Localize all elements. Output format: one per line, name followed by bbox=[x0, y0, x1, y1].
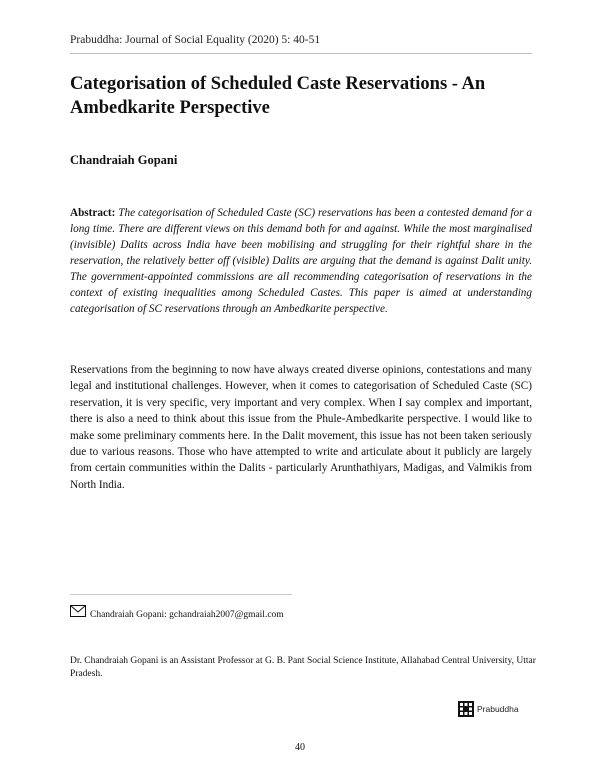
envelope-icon bbox=[70, 604, 86, 622]
footnote-contact: Chandraiah Gopani: gchandraiah2007@gmail.com bbox=[90, 610, 284, 620]
article-title: Categorisation of Scheduled Caste Reservations - An Ambedkarite Perspective bbox=[70, 74, 486, 118]
prabuddha-logo-icon bbox=[458, 701, 474, 722]
abstract-text: The categorisation of Scheduled Caste (SC) reservations has been a contested demand for a long time. There are different views on this demand both for and against. While the most marginalised (invisible) Dalits across India have been mobilising and struggling for their rightful share in the reservation, the relatively better off (visible) Dalits are arguing that the demand is against Dalit unity. The government-appointed commissions are all recommending categorisation of reservations in the context of existing inequalities among Scheduled Castes. This paper is aimed at understanding categorisation of SC reservations through an Ambedkarite perspective. bbox=[70, 207, 533, 315]
abstract bbox=[70, 205, 532, 317]
body-paragraph: Reservations from the beginning to now have always created diverse opinions, contestations and many legal and institutional challenges. However, when it comes to categorisation of Scheduled Caste (SC) reservation, it is very specific, very important and very complex. When I say complex and important, there is also a need to think about this issue from the Phule-Ambedkarite perspective. I would like to make some preliminary comments here. In the Dalit movement, this issue has not been taken seriously due to various reasons. Those who have attempted to write and articulate about it publicly are largely from certain communities within the Dalits - particularly Arunthathiyars, Madigas, and Valmikis from North India. bbox=[70, 364, 532, 491]
header-divider bbox=[70, 53, 532, 54]
abstract-label: Abstract: bbox=[70, 207, 116, 219]
author-name: Chandraiah Gopani bbox=[70, 153, 178, 167]
logo-text: Prabuddha bbox=[477, 704, 519, 714]
footnote-divider bbox=[70, 594, 292, 595]
journal-header: Prabuddha: Journal of Social Equality (2020) 5: 40-51 bbox=[70, 34, 321, 46]
footnote-affiliation: Dr. Chandraiah Gopani is an Assistant Professor at G. B. Pant Social Science Institute, Allahabad Central University, Uttar Pradesh. bbox=[70, 656, 536, 679]
page-number: 40 bbox=[295, 742, 305, 753]
